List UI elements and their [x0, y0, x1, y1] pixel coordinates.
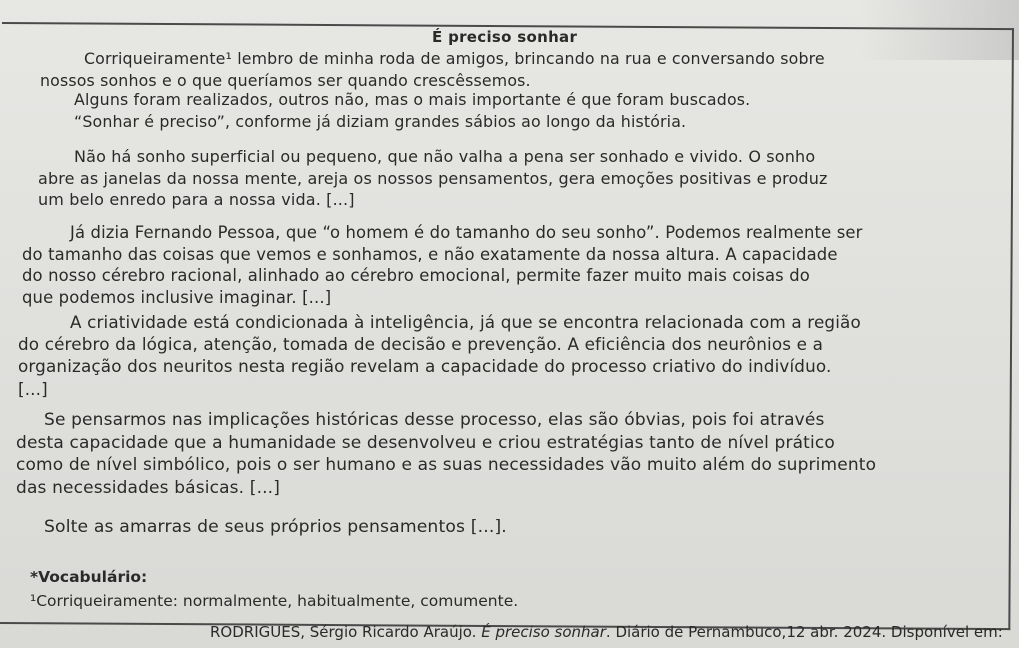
paragraph-6 [18, 311, 861, 400]
paragraph-line: Já dizia Fernando Pessoa, que “o homem é do tamanho do seu sonho”. Podemos realmente ser [70, 223, 863, 242]
paragraph-7 [16, 409, 876, 499]
paragraph-1 [40, 48, 825, 91]
citation-author: RODRIGUES, Sérgio Ricardo Araújo. [210, 623, 482, 641]
paragraph-line: abre as janelas da nossa mente, areja os nossos pensamentos, gera emoções positivas e produz [38, 168, 828, 188]
paragraph-line: como de nível simbólico, pois o ser humano e as suas necessidades vão muito além do suprimento [16, 455, 877, 475]
citation-source: . Diário de Pernambuco,12 abr. 2024. Disponível em: [605, 623, 1003, 641]
paragraph-line: do cérebro da lógica, atenção, tomada de decisão e prevenção. A eficiência dos neurônios e a [18, 334, 823, 355]
paragraph-8 [44, 517, 507, 539]
paragraph-line: que podemos inclusive imaginar. [...] [22, 287, 332, 307]
paragraph-line: do nosso cérebro racional, alinhado ao cérebro emocional, permite fazer muito mais coisas do [22, 266, 810, 286]
vocabulary-heading: *Vocabulário: [30, 568, 148, 586]
paragraph-line: Solte as amarras de seus próprios pensamentos [...]. [44, 517, 507, 537]
paragraph-line: um belo enredo para a nossa vida. [...] [38, 190, 355, 210]
paragraph-line: das necessidades básicas. [...] [16, 477, 281, 498]
paragraph-line: Não há sonho superficial ou pequeno, que não valha a pena ser sonhado e vivido. O sonho [74, 147, 816, 166]
citation-title: É preciso sonhar [481, 623, 606, 641]
text-title: É preciso sonhar [432, 28, 578, 46]
paragraph-line: nossos sonhos e o que queríamos ser quando crescêssemos. [40, 70, 531, 90]
paragraph-2 [74, 89, 750, 111]
paragraph-line: desta capacidade que a humanidade se desenvolveu e criou estratégias tanto de nível prático [16, 432, 835, 453]
paragraph-line: Alguns foram realizados, outros não, mas o mais importante é que foram buscados. [74, 90, 751, 109]
paragraph-line: A criatividade está condicionada à inteligência, já que se encontra relacionada com a região [70, 312, 861, 332]
paragraph-line: “Sonhar é preciso”, conforme já diziam grandes sábios ao longo da história. [74, 112, 687, 131]
paragraph-5 [22, 222, 863, 308]
paragraph-3 [74, 111, 686, 133]
paragraph-line: Se pensarmos nas implicações históricas desse processo, elas são óbvias, pois foi através [44, 410, 825, 430]
paragraph-line: organização dos neuritos nesta região revelam a capacidade do processo criativo do indivíduo. [18, 356, 832, 377]
paragraph-line: Corriqueiramente¹ lembro de minha roda de amigos, brincando na rua e conversando sobre [84, 49, 825, 68]
paragraph-4 [38, 146, 828, 211]
source-citation [210, 623, 1003, 641]
vocabulary-entry: ¹Corriqueiramente: normalmente, habitualmente, comumente. [30, 592, 519, 610]
paragraph-line: do tamanho das coisas que vemos e sonhamos, e não exatamente da nossa altura. A capacidade [22, 244, 838, 264]
paragraph-line: [...] [18, 378, 48, 399]
